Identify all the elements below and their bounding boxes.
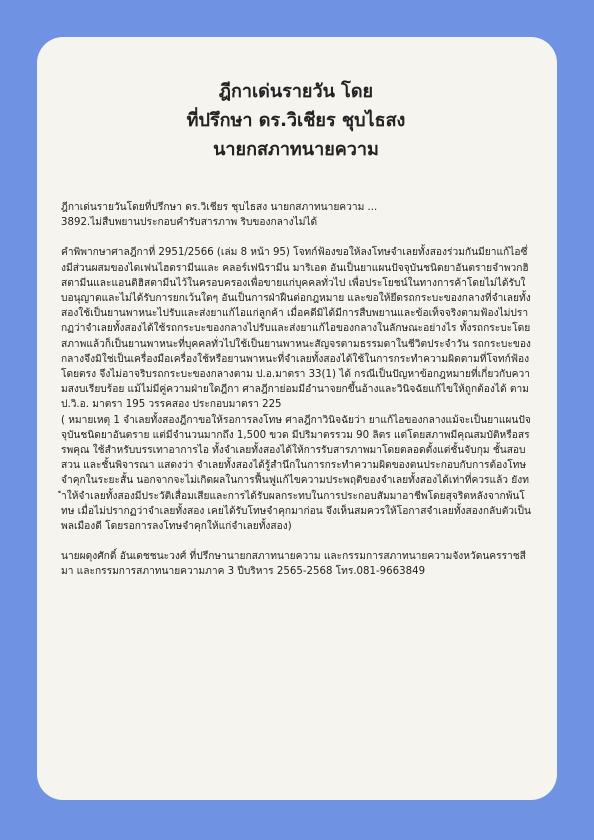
intro-line-1: ฎีกาเด่นรายวันโดยที่ปรึกษา ดร.วิเชียร ชุบไธสง นายกสภาทนายความ ... bbox=[61, 202, 378, 213]
title-line-2: ที่ปรึกษา ดร.วิเชียร ชุบไธสง bbox=[186, 110, 406, 131]
title-line-1: ฎีกาเด่นรายวัน โดย bbox=[218, 81, 374, 102]
document-card bbox=[37, 37, 557, 800]
intro-line-2: 3892.ไม่สืบพยานประกอบคำรับสารภาพ ริบของกลางไม่ได้ bbox=[61, 217, 318, 229]
note-paragraph: ( หมายเหตุ 1 จำเลยทั้งสองฎีกาขอให้รอการลงโทษ ศาลฎีกาวินิจฉัยว่า ยาแก้ไอของกลางแม้จะเป็นยาแผนปัจจุบันชนิดยาอันตราย แต่มีจำนวนมากถึง 1,500 ขวด มีปริมาตรรวม 90 ลิตร แต่โดยสภาพมีคุณสมบัติหรือสรรพคุณ ใช้สำหรับบรรเทาอาการไอ ทั้งจำเลยทั้งสองได้ให้การรับสารภาพมาโดยตลอดตั้งแต่ชั้นจับกุม ชั้นสอบสวน และชั้นพิจารณา แสดงว่า จำเลยทั้งสองได้รู้สำนึกในการกระทำความผิดของตนประกอบกับการต้องโทษจำคุกในระยะสั้น นอกจากจะไม่เกิดผลในการฟื้นฟูแก้ไขความประพฤติของจำเลยทั้งสองได้เท่าที่ควรแล้ว ยังทำให้จำเลยทั้งสองมีประวัติเสื่อมเสียและการได้รับผลกระทบในการประกอบสัมมาอาชีพโดยสุจริตหลังจากพ้นโทษ เมื่อไม่ปรากฏว่าจำเลยทั้งสอง เคยได้รับโทษจำคุกมาก่อน จึงเห็นสมควรให้โอกาสจำเลยทั้งสองกลับตัวเป็นพลเมืองดี โดยรอการลงโทษจำคุกให้แก่จำเลยทั้งสอง) bbox=[61, 414, 531, 533]
intro-paragraph bbox=[61, 200, 531, 230]
signature-paragraph: นายผดุงศักดิ์ อันเดชชนะวงศ์ ที่ปรึกษานายกสภาทนายความ และกรรมการสภาทนายความจังหวัดนครราชสีมา และกรรมการสภาทนายความภาค 3 ปีบริหาร 2565-2568 โทร.081-9663849 bbox=[61, 551, 526, 578]
title-line-3: นายกสภาทนายความ bbox=[213, 139, 379, 160]
body-paragraph: คำพิพากษาศาลฎีกาที่ 2951/2566 (เล่ม 8 หน้า 95) โจทก์ฟ้องขอให้ลงโทษจำเลยทั้งสองร่วมกันมียาแก้ไอซึ่งมีส่วนผสมของไดเฟนไฮดรามีนและ คลอร์เฟนิรามีน มาริเอต อันเป็นยาแผนปัจจุบันชนิดยาอันตรายจำพวกฮิสตามีนและแอนติฮิสตามีนไว้ในครอบครองเพื่อขายแก่บุคคลทั่วไป เพื่อประโยชน์ในทางการค้าโดยไม่ได้รับใบอนุญาตและไม่ได้รับการยกเว้นใดๆ อันเป็นการฝ่าฝืนต่อกฎหมาย และขอให้ยึดรถกระบะของกลางที่จำเลยทั้งสองใช้เป็นยานพาหนะไปรับและส่งยาแก้ไอแก่ลูกค้า เมื่อคดีมิได้มีการสืบพยานและข้อเท็จจริงตามฟ้องไม่ปรากฏว่าจำเลยทั้งสองได้ใช้รถกระบะของกลางไปรับและส่งยาแก้ไอของกลางในลักษณะอย่างไร ทั้งรถกระบะโดยสภาพแล้วก็เป็นยานพาหนะที่บุคคลทั่วไปใช้เป็นยานพาหนะสัญจรตามธรรมดาในชีวิตประจำวัน รถกระบะของกลางจึงมิใช่เป็นเครื่องมือเครื่องใช้หรือยานพาหนะที่จำเลยทั้งสองได้ใช้ในการกระทำความผิดตามที่โจทก์ฟ้องโดยตรง จึงไม่อาจริบรถกระบะของกลางตาม ป.อ.มาตรา 33(1) ได้ กรณีเป็นปัญหาข้อกฎหมายที่เกี่ยวกับความสงบเรียบร้อย แม้ไม่มีคู่ความฝ่ายใดฎีกา ศาลฎีกาย่อมมีอำนาจยกขึ้นอ้างและวินิจฉัยแก้ไขให้ถูกต้องได้ ตาม ป.วิ.อ. มาตรา 195 วรรคสอง ประกอบมาตรา 225 bbox=[61, 247, 531, 411]
document-title bbox=[61, 77, 531, 164]
